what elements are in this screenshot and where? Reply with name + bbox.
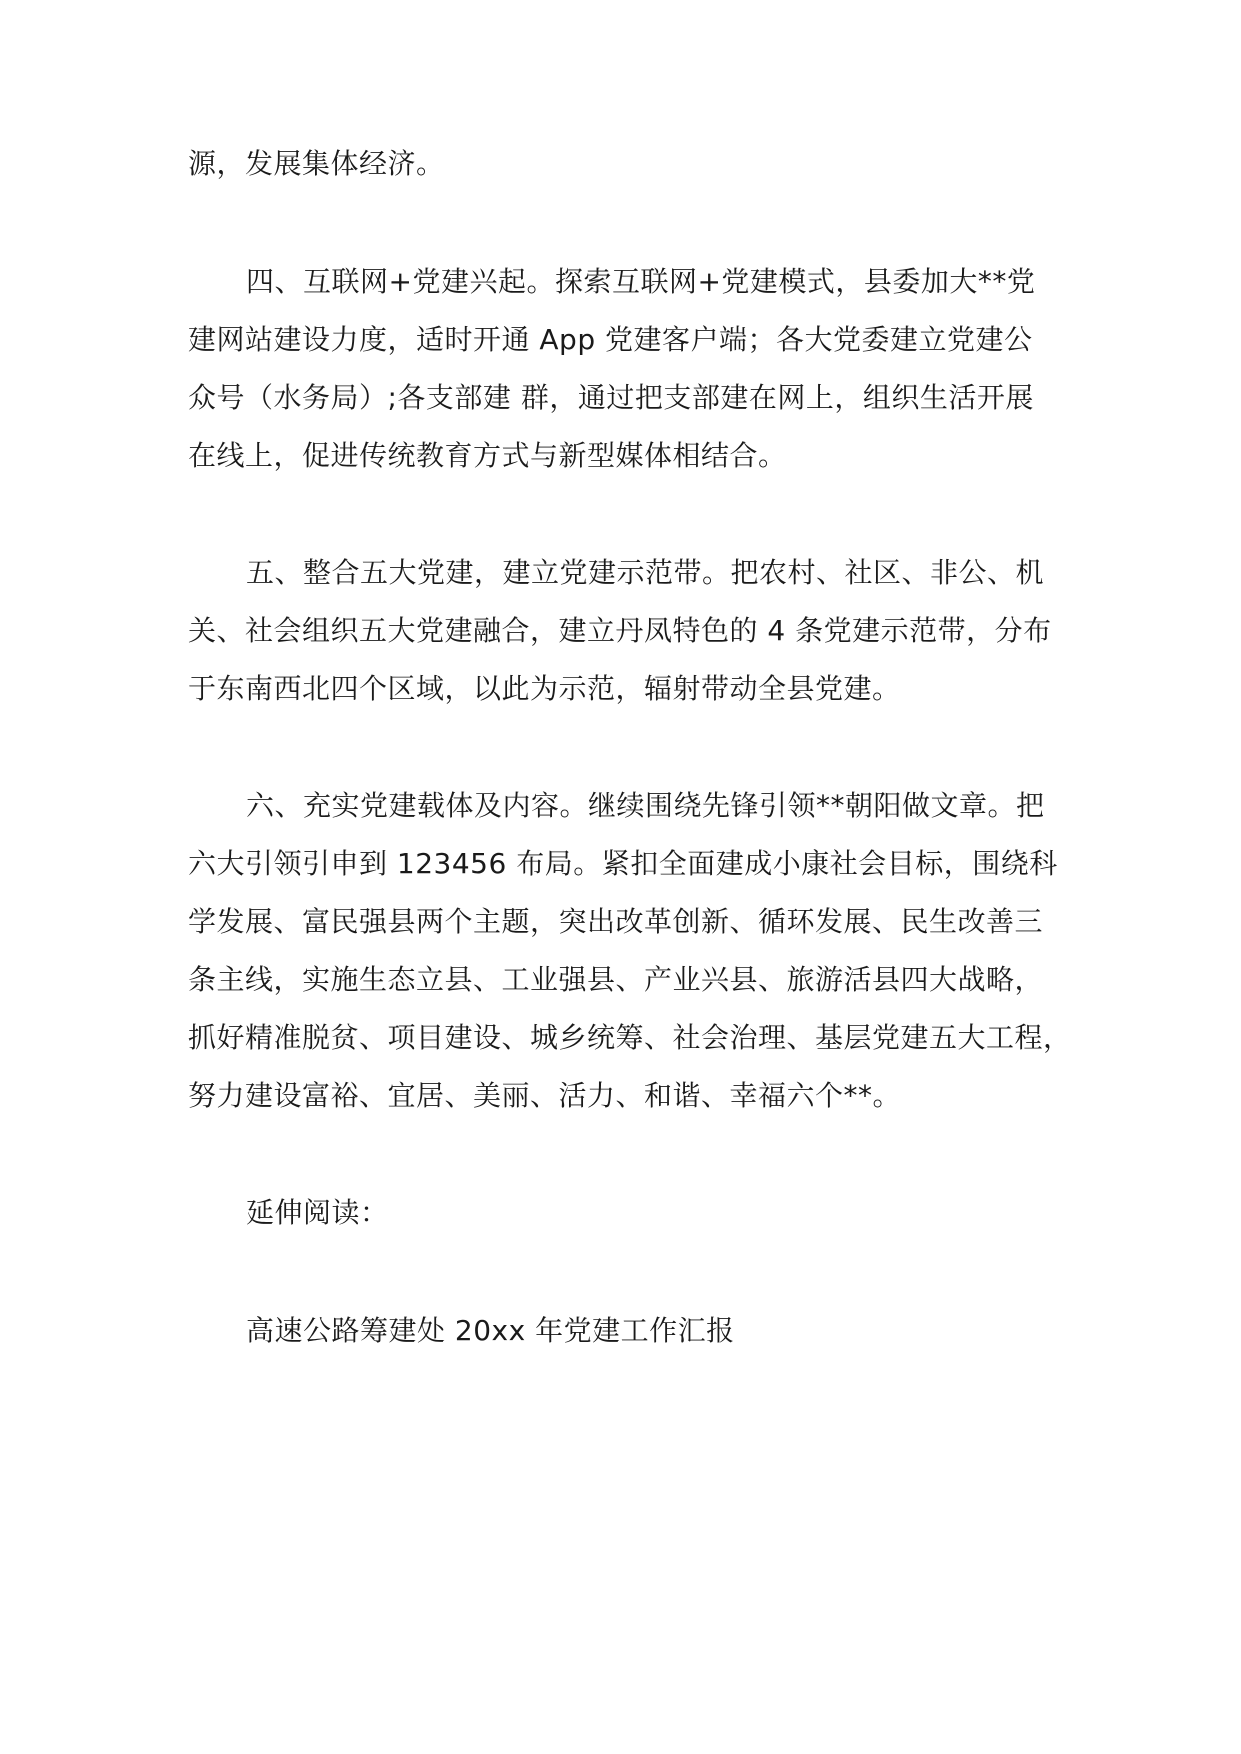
paragraph-4-line-5: 抓好精准脱贫、项目建设、城乡统筹、社会治理、基层党建五大工程，	[188, 1021, 1072, 1054]
paragraph-3-line-2: 关、社会组织五大党建融合，建立丹凤特色的 4 条党建示范带，分布	[188, 614, 1052, 647]
extended-reading-label: 延伸阅读：	[246, 1196, 389, 1229]
paragraph-4-line-6: 努力建设富裕、宜居、美丽、活力、和谐、幸福六个**。	[188, 1079, 902, 1112]
paragraph-2-line-4: 在线上，促进传统教育方式与新型媒体相结合。	[188, 439, 787, 472]
paragraph-2-line-3: 众号（水务局）;各支部建 群，通过把支部建在网上，组织生活开展	[188, 381, 1034, 414]
paragraph-3-line-1: 五、整合五大党建，建立党建示范带。把农村、社区、非公、机	[246, 556, 1045, 589]
paragraph-4-line-3: 学发展、富民强县两个主题，突出改革创新、循环发展、民生改善三	[188, 905, 1044, 938]
paragraph-4-line-4: 条主线，实施生态立县、工业强县、产业兴县、旅游活县四大战略，	[188, 963, 1044, 996]
paragraph-1-line-1: 源，发展集体经济。	[188, 147, 445, 180]
paragraph-2-line-1: 四、互联网+党建兴起。探索互联网+党建模式，县委加大**党	[246, 265, 1036, 298]
paragraph-4-line-1: 六、充实党建载体及内容。继续围绕先锋引领**朝阳做文章。把	[246, 789, 1045, 822]
related-article-link[interactable]: 高速公路筹建处 20xx 年党建工作汇报	[246, 1314, 735, 1347]
paragraph-4-line-2: 六大引领引申到 123456 布局。紧扣全面建成小康社会目标，围绕科	[188, 847, 1058, 880]
paragraph-2-line-2: 建网站建设力度，适时开通 App 党建客户端；各大党委建立党建公	[188, 323, 1033, 356]
paragraph-3-line-3: 于东南西北四个区域，以此为示范，辐射带动全县党建。	[188, 672, 901, 705]
